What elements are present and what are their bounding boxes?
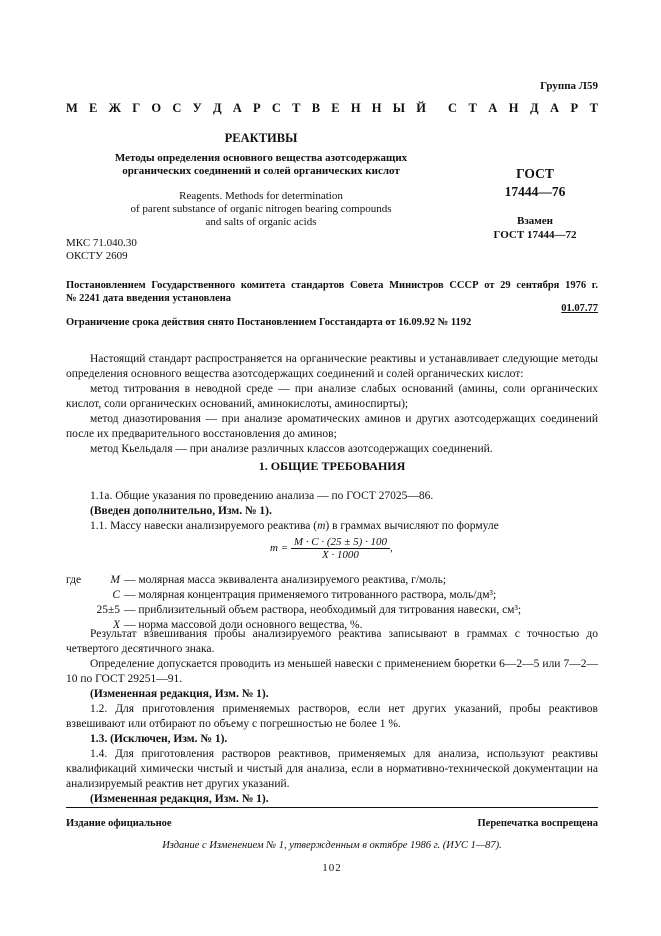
clause-1-1a [66, 489, 598, 534]
header-letter: О [151, 101, 162, 115]
definition-symbol: X [112, 619, 120, 631]
header-letter: Н [371, 101, 382, 115]
mks-code: МКС 71.040.30 [66, 237, 137, 249]
gost-label: ГОСТ [516, 166, 554, 181]
header-letter: А [488, 101, 498, 115]
definition-where [66, 603, 90, 618]
clause-text: ) в граммах вычисляют по формуле [325, 520, 499, 532]
header-letter: Т [589, 101, 598, 115]
header-letter: С [448, 101, 458, 115]
formula-comma: , [390, 542, 393, 555]
subtitle-ru-line: Методы определения основного вещества азотсодержащих [114, 152, 408, 164]
formula-fraction [291, 536, 390, 561]
header-letter: М [66, 101, 78, 115]
page-number: 102 [322, 862, 342, 874]
mass-formula [270, 536, 393, 561]
header-letter: У [192, 101, 202, 115]
method-diazotization: метод диазотирования — при анализе ароматических аминов и других азотсодержащих соединений после их предварительного восстановления до аминов; [66, 413, 598, 440]
header-letter: Й [416, 101, 426, 115]
header-letter: Н [508, 101, 519, 115]
clause-1-3: 1.3. (Исключен, Изм. № 1). [90, 733, 228, 745]
decree-line: № 2241 дата введения установлена [66, 293, 232, 304]
clause-text: 1.1а. Общие указания по проведению анализа — по ГОСТ 27025—86. [90, 490, 434, 502]
result-paragraph: Результат взвешивания пробы анализируемого реактива записывают в граммах с точностью до четвертого десятичного знака. [66, 628, 598, 655]
header-standard [448, 101, 598, 116]
group-label: Группа Л59 [540, 80, 598, 92]
header-letter: Г [132, 101, 141, 115]
symbol-m: m [317, 520, 326, 532]
formula-lhs: m = [270, 542, 289, 555]
definition-text: — молярная масса эквивалента анализируемого реактива, г/моль; [124, 574, 447, 586]
definitions-table [66, 573, 598, 633]
intro-paragraph: Настоящий стандарт распространяется на органические реактивы и устанавливает следующие методы определения основного вещества азотсодержащих соединений и солей органических кислот: [66, 353, 598, 380]
header-letter: Т [468, 101, 477, 115]
intro-block [66, 352, 598, 457]
footer-divider [66, 807, 598, 808]
header-letter: Н [350, 101, 361, 115]
official-edition: Издание официальное [66, 818, 172, 829]
header-letter: Е [89, 101, 98, 115]
header-letter: С [172, 101, 182, 115]
edition-note: Издание с Изменением № 1, утвержденным в октябре 1986 г. (ИУС 1—87). [162, 840, 502, 851]
formula-numerator: M · C · (25 ± 5) · 100 [291, 536, 390, 549]
subtitle-ru-line: органических соединений и солей органических кислот [122, 165, 400, 177]
standard-header [66, 101, 598, 116]
definition-symbol: M [110, 574, 120, 586]
definition-text: — приблизительный объем раствора, необходимый для титрования навески, см³; [124, 604, 522, 616]
amendment-note: (Измененная редакция, Изм. № 1). [90, 688, 269, 700]
definition-symbol: 25±5 [96, 604, 120, 616]
header-letter: Д [212, 101, 222, 115]
subtitle-en-line: and salts of organic acids [205, 216, 317, 228]
method-kjeldahl: метод Кьельдаля — при анализе различных классов азотсодержащих соединений. [90, 443, 493, 455]
definition-where [66, 588, 90, 603]
header-letter: А [232, 101, 242, 115]
smaller-sample-paragraph: Определение допускается проводить из меньшей навески с применением бюретки 6—2—5 или 7—2—10 по ГОСТ 29251—91. [66, 658, 598, 685]
amendment-note: (Введен дополнительно, Изм. № 1). [90, 505, 272, 517]
header-letter: Р [570, 101, 579, 115]
header-letter: Р [253, 101, 261, 115]
doc-title: РЕАКТИВЫ [224, 131, 298, 145]
replaces-label: Взамен [517, 215, 553, 227]
body-text [66, 627, 598, 807]
header-letter: Д [529, 101, 539, 115]
okstu-code: ОКСТУ 2609 [66, 250, 128, 262]
header-letter: Т [292, 101, 301, 115]
subtitle-en-line: Reagents. Methods for determination [179, 190, 343, 202]
clause-text: 1.1. Массу навески анализируемого реактива ( [90, 520, 318, 532]
header-letter: А [550, 101, 560, 115]
header-letter: Ы [392, 101, 406, 115]
replaces-block [480, 214, 590, 242]
subtitle-en-line: of parent substance of organic nitrogen bearing compounds [130, 203, 392, 215]
limit-note: Ограничение срока действия снято Постановлением Госстандарта от 16.09.92 № 1192 [66, 317, 472, 328]
header-letter: Ж [108, 101, 121, 115]
decree-line: Постановлением Государственного комитета стандартов Совета Министров СССР от 29 сентября 1976 г. [66, 280, 598, 291]
gost-code: 17444—76 [504, 184, 566, 199]
amendment-note: (Измененная редакция, Изм. № 1). [90, 793, 269, 805]
gost-number [480, 165, 590, 201]
reprint-prohibited: Перепечатка воспрещена [477, 818, 598, 829]
header-letter: В [311, 101, 321, 115]
subtitle-ru [66, 152, 456, 178]
header-letter: С [271, 101, 281, 115]
definition-where: где [66, 574, 82, 586]
definition-row [66, 588, 598, 603]
formula-denominator: X · 1000 [321, 549, 359, 561]
definition-row [66, 573, 598, 588]
subtitle-en [66, 190, 456, 229]
definition-row [66, 603, 598, 618]
clause-1-4: 1.4. Для приготовления растворов реактивов, применяемых для анализа, используют реактивы квалификаций химически чистый и чистый для анализа, если в нормативно-технической документации на анализируемый реактив нет других указаний. [66, 748, 598, 790]
classification-codes [66, 237, 137, 263]
method-titration: метод титрования в неводной среде — при анализе слабых оснований (амины, соли органических кислот, соли органических оснований, аминокислоты, аминоспирты); [66, 383, 598, 410]
clause-1-1 [66, 519, 598, 534]
decree-block [66, 279, 598, 305]
definition-text: — норма массовой доли основного вещества, %. [124, 619, 363, 631]
header-letter: Е [331, 101, 340, 115]
definition-symbol: C [112, 589, 120, 601]
replaces-gost: ГОСТ 17444—72 [493, 229, 577, 241]
header-interstate [66, 101, 426, 116]
section-heading: 1. ОБЩИЕ ТРЕБОВАНИЯ [258, 459, 406, 473]
introduction-date: 01.07.77 [561, 303, 598, 314]
definition-text: — молярная концентрация применяемого титрованного раствора, моль/дм³; [124, 589, 497, 601]
clause-1-2: 1.2. Для приготовления применяемых растворов, если нет других указаний, пробы реактивов взвешивают или отбирают по объему с погрешностью не более 1 %. [66, 703, 598, 730]
